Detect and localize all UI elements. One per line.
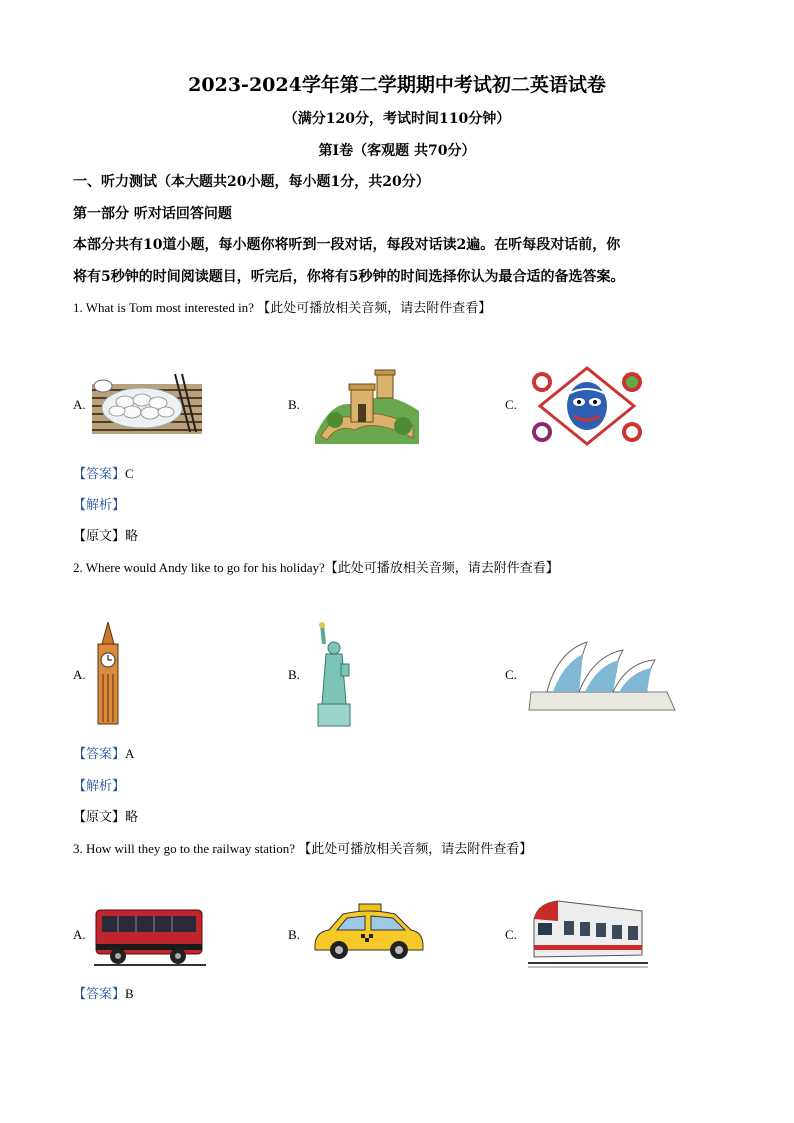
score-time-note: （满分120分，考试时间110分钟）	[283, 111, 511, 127]
option-a-label: A.	[73, 927, 86, 942]
answer-3	[73, 983, 134, 1002]
original-label: 【原文】	[73, 529, 126, 544]
instructions-line-1: 本部分共有10道小题，每小题你将听到一段对话，每段对话读2遍。在听每段对话前，你	[73, 237, 621, 253]
train-icon	[528, 897, 648, 971]
question-1	[73, 297, 491, 316]
taxi-icon	[311, 902, 427, 962]
question-2	[73, 557, 559, 576]
bus-icon	[94, 900, 206, 968]
statue-of-liberty-icon	[314, 622, 356, 728]
analysis-1	[73, 494, 125, 513]
question-2-text: 2. Where would Andy like to go for his holiday?	[73, 560, 325, 575]
answer-value: C	[125, 466, 134, 481]
option-a-label: A.	[73, 397, 86, 412]
instructions-line-2: 将有5秒钟的时间阅读题目，听完后，你将有5秒钟的时间选择你认为最合适的备选答案。	[73, 269, 625, 285]
analysis-label: 【解析】	[73, 498, 126, 513]
question-3-text: 3. How will they go to the railway station?	[73, 841, 296, 856]
sydney-opera-house-icon	[527, 632, 677, 714]
answer-2	[73, 743, 134, 762]
original-1	[73, 525, 138, 544]
original-value: 略	[125, 529, 139, 544]
part1-heading: 第一部分 听对话回答问题	[73, 206, 232, 222]
audio-tag[interactable]: 【此处可播放相关音频，请去附件查看】	[298, 842, 533, 857]
opera-masks-icon	[528, 366, 646, 446]
analysis-2	[73, 775, 125, 794]
option-c-label: C.	[505, 397, 517, 412]
volume-heading: 第I卷（客观题 共70分）	[318, 143, 476, 159]
option-c-label: C.	[505, 667, 517, 682]
option-b-label: B.	[288, 927, 300, 942]
dumplings-icon	[90, 372, 205, 438]
option-b-label: B.	[288, 397, 300, 412]
answer-1	[73, 463, 134, 482]
option-c-label: C.	[505, 927, 517, 942]
question-3	[73, 838, 532, 857]
great-wall-icon	[313, 366, 421, 446]
audio-tag[interactable]: 【此处可播放相关音频，请去附件查看】	[324, 561, 559, 576]
big-ben-icon	[94, 622, 122, 726]
answer-value: B	[125, 986, 134, 1001]
answer-label: 【答案】	[73, 987, 126, 1002]
original-label: 【原文】	[73, 810, 126, 825]
option-a-label: A.	[73, 667, 86, 682]
answer-value: A	[125, 746, 135, 761]
original-2	[73, 806, 138, 825]
answer-label: 【答案】	[73, 467, 126, 482]
answer-label: 【答案】	[73, 747, 126, 762]
option-b-label: B.	[288, 667, 300, 682]
audio-tag[interactable]: 【此处可播放相关音频，请去附件查看】	[257, 301, 492, 316]
original-value: 略	[125, 810, 139, 825]
page-title: 2023-2024学年第二学期期中考试初二英语试卷	[188, 74, 606, 96]
analysis-label: 【解析】	[73, 779, 126, 794]
listening-section-heading: 一、听力测试（本大题共20小题，每小题1分，共20分）	[73, 174, 430, 190]
question-1-text: 1. What is Tom most interested in?	[73, 300, 254, 315]
